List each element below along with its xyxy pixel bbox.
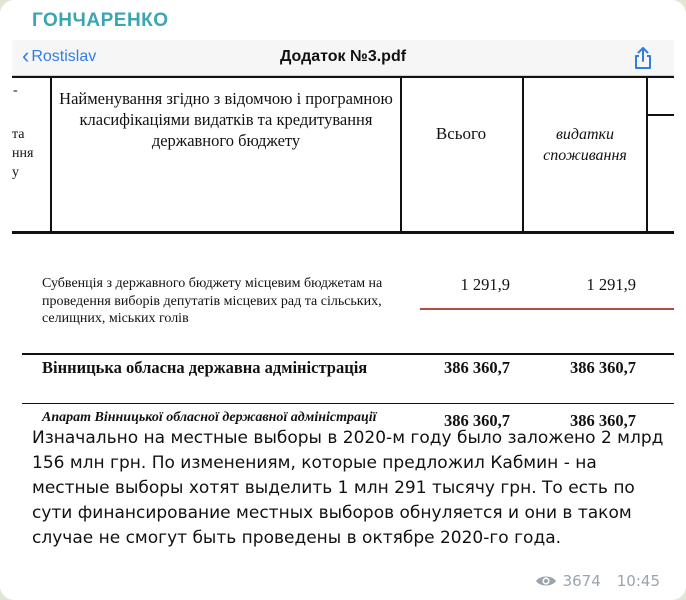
share-icon[interactable] — [632, 46, 654, 70]
table-row-total: 1 291,9 — [460, 275, 510, 294]
red-underline — [420, 308, 674, 310]
table-border — [646, 76, 648, 232]
left-fragment: - — [13, 83, 18, 98]
left-fragment: та — [12, 127, 25, 142]
message-meta — [535, 572, 660, 590]
pdf-page — [12, 76, 674, 430]
chevron-left-icon: ‹ — [22, 43, 30, 68]
table-border — [50, 76, 52, 232]
table-border — [12, 231, 674, 234]
message-time: 10:45 — [616, 572, 660, 590]
pdf-title: Додаток №3.pdf — [279, 48, 407, 65]
column-header-name: Найменування згідно з відомчою і програмною класифікаціями видатків та кредитування державного бюджету — [59, 89, 393, 150]
pdf-preview[interactable] — [12, 40, 674, 430]
pdf-viewer-header — [12, 40, 674, 76]
table-row-consumption: 1 291,9 — [586, 275, 636, 294]
table-border — [400, 76, 402, 232]
view-count: 3674 — [562, 572, 601, 590]
left-fragment: у — [12, 165, 19, 180]
table-border — [12, 76, 674, 78]
table-border — [22, 403, 674, 404]
column-header-total: Всього — [435, 124, 487, 143]
back-label: Rostislav — [31, 48, 97, 65]
table-row-total: 386 360,7 — [444, 411, 510, 430]
message-text: Изначально на местные выборы в 2020-м году было заложено 2 млрд 156 млн грн. По изменениям, которые предложил Кабмин - на местные выборы хотят выделить 1 млн 291 тысячу грн. То есть по сути финансирование местных выборов обнуляется и они в таком случае не смогут быть проведены в октябре 2020-го года. — [32, 428, 664, 548]
table-border — [648, 114, 674, 116]
channel-name[interactable]: ГОНЧАРЕНКО — [32, 10, 169, 31]
eye-icon — [535, 574, 557, 588]
table-row-name: Апарат Вінницької обласної державної адміністрації — [42, 410, 377, 425]
left-fragment: ння — [12, 146, 34, 161]
table-row-consumption: 386 360,7 — [570, 411, 636, 430]
table-row-consumption: 386 360,7 — [570, 358, 636, 377]
table-row-total: 386 360,7 — [444, 358, 510, 377]
table-border — [22, 353, 674, 355]
table-row-name: Субвенція з державного бюджету місцевим бюджетам на проведення виборів депутатів місцевих рад та сільських, селищних, міських голів — [42, 276, 383, 326]
table-row-name: Вінницька обласна державна адміністрація — [42, 358, 368, 377]
column-header-consumption: видатки споживання — [543, 126, 627, 164]
